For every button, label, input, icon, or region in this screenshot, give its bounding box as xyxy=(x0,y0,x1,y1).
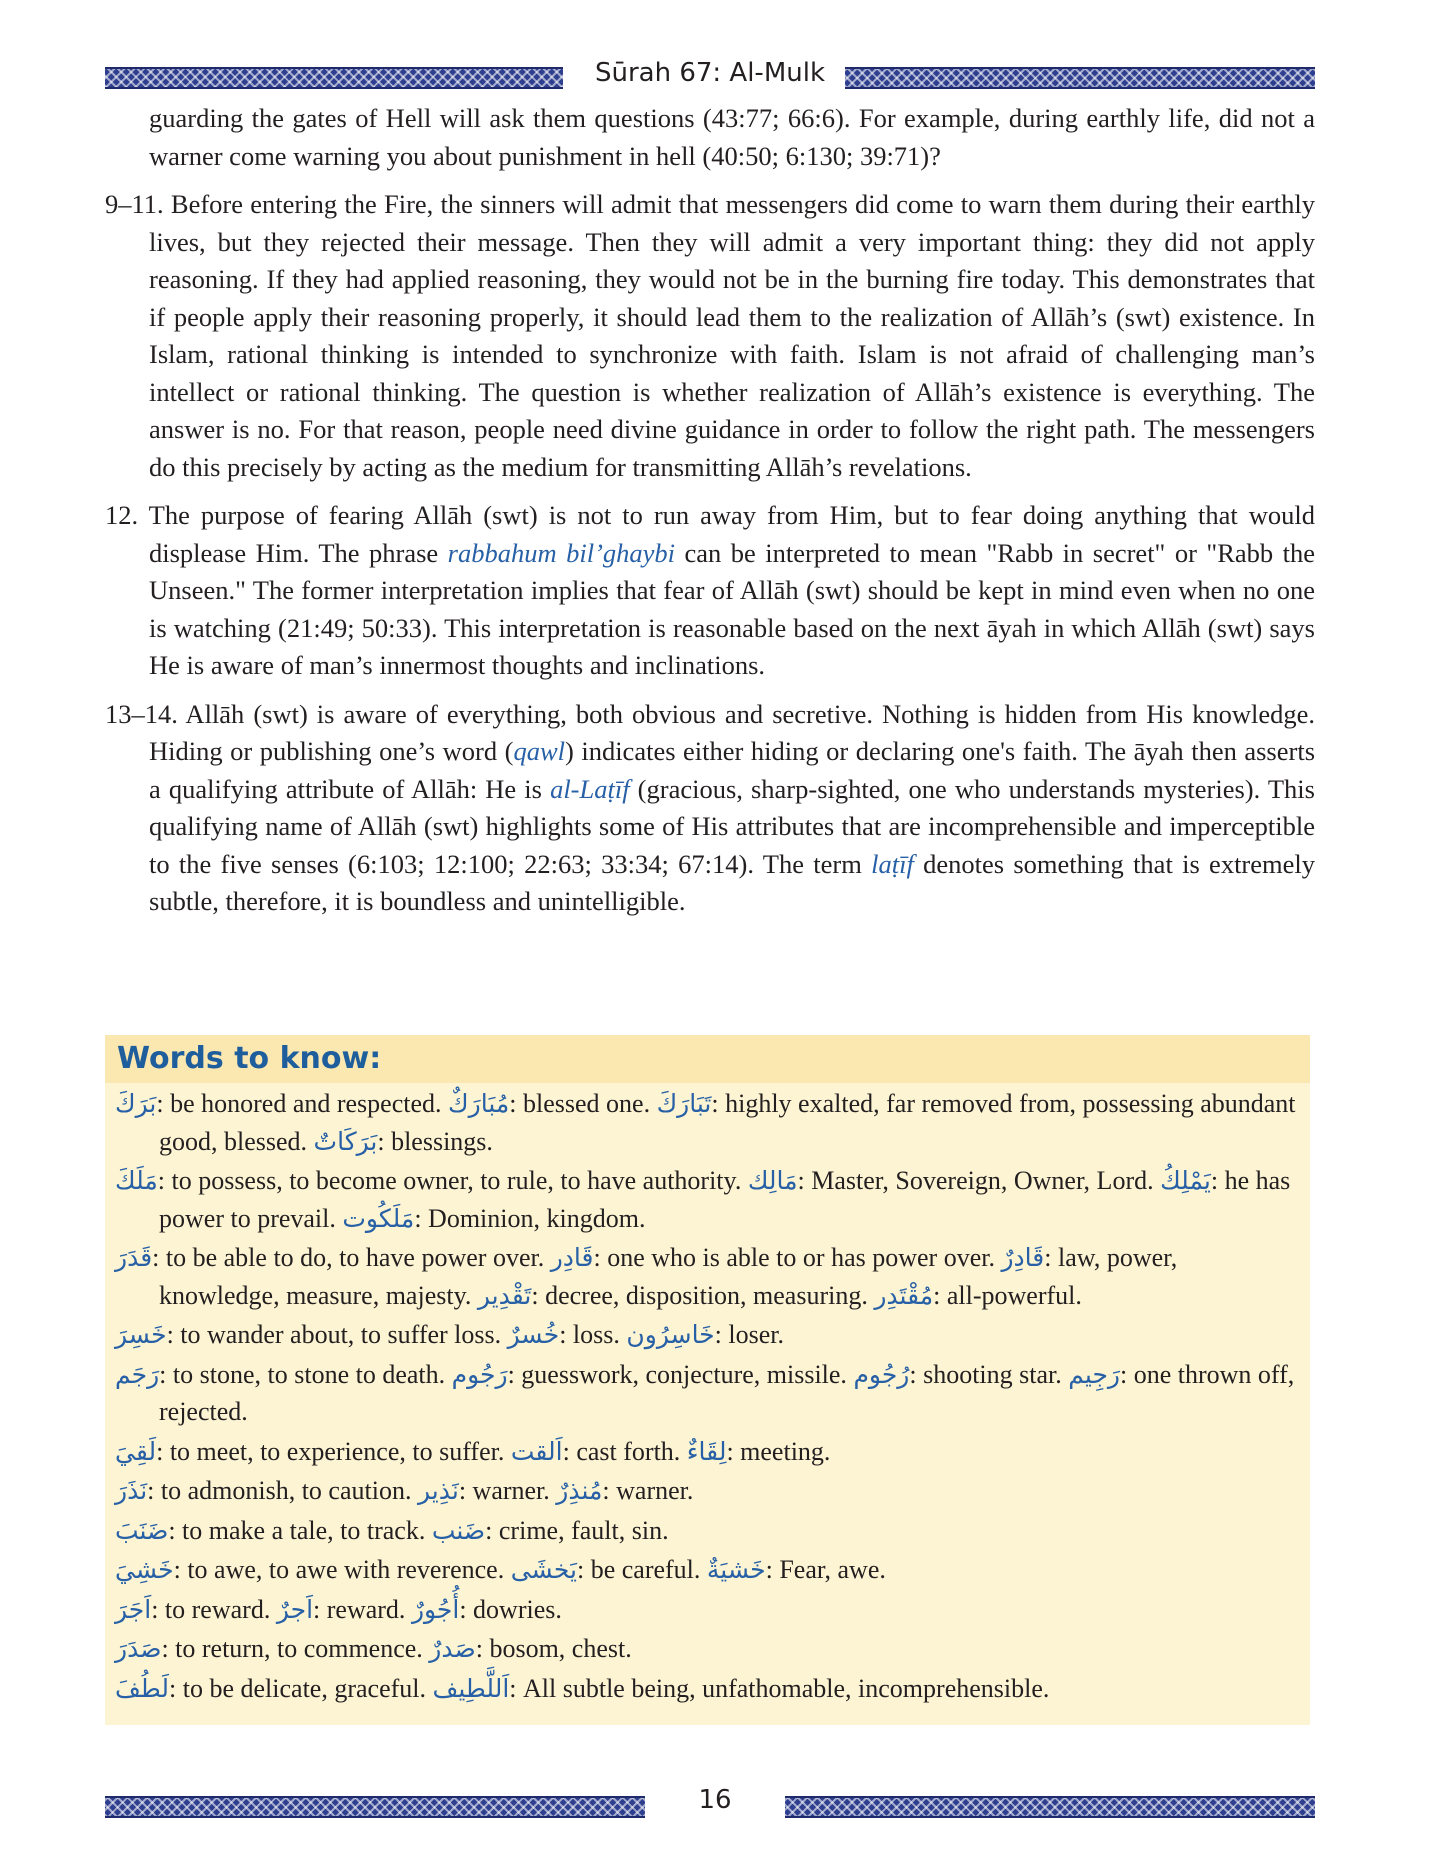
transliterated-term: qawl xyxy=(513,736,565,766)
definition-text: : to make a tale, to track. xyxy=(168,1515,432,1545)
arabic-word: قَادِر xyxy=(550,1243,594,1272)
arabic-word: بَرَكَ xyxy=(115,1089,157,1118)
definition-text: : law, power, knowledge, measure, majesty. xyxy=(159,1243,1178,1310)
words-to-know-box xyxy=(105,1035,1310,1725)
vocabulary-entry xyxy=(115,1591,1300,1629)
definition-text: : dowries. xyxy=(459,1594,562,1624)
vocabulary-entry xyxy=(115,1551,1300,1589)
arabic-word: تَبَارَكَ xyxy=(656,1089,712,1118)
definition-text: : Master, Sovereign, Owner, Lord. xyxy=(797,1166,1161,1195)
definition-text: : to wander about, to suffer loss. xyxy=(166,1320,508,1349)
arabic-word: خَشيَةٌ xyxy=(706,1555,766,1584)
paragraph-text: (gracious, sharp-sighted, one who understands mysteries). This qualifying name of Allāh (swt) highlights some of His attributes that are incomprehensible and imperceptible to the five senses (6:103; 12:100; 22:63; 33:34; 67:14). The term xyxy=(149,773,1315,879)
footer-ornament-left xyxy=(105,1796,645,1818)
arabic-word: مَالِك xyxy=(747,1166,798,1195)
definition-text: : cast forth. xyxy=(562,1436,687,1466)
arabic-word: مُنذِرٌ xyxy=(556,1476,603,1505)
definition-text: : to be delicate, graceful. xyxy=(169,1673,433,1703)
arabic-word: رَجُوم xyxy=(451,1359,508,1389)
definition-text: : blessings. xyxy=(377,1126,493,1156)
definition-text: : to reward. xyxy=(151,1594,277,1624)
paragraph-text: 12. The purpose of fearing Allāh (swt) is not to run away from Him, but to fear doing anything that would displease Him. The phrase xyxy=(105,500,1315,568)
header-ornament-left xyxy=(105,67,563,89)
definition-text: : to return, to commence. xyxy=(161,1634,430,1663)
definition-text: : to awe, to awe with reverence. xyxy=(173,1555,511,1584)
commentary-paragraph xyxy=(105,186,1315,486)
paragraph-text: 9–11. Before entering the Fire, the sinners will admit that messengers did come to warn them during their earthly lives, but they rejected their message. Then they will admit a very important thing: they did not apply reasoning. If they had applied reasoning, they would not be in the burning fire today. This demonstrates that if people apply their reasoning properly, it should lead them to the realization of Allāh’s (swt) existence. In Islam, rational thinking is intended to synchronize with faith. Islam is not afraid of challenging man’s intellect or rational thinking. The question is whether realization of Allāh’s existence is everything. The answer is no. For that reason, people need divine guidance in order to follow the right path. The messengers do this precisely by acting as the medium for transmitting Allāh’s revelations. xyxy=(105,189,1315,482)
arabic-word: رَجِيم xyxy=(1068,1359,1120,1389)
arabic-word: اَجرٌ xyxy=(276,1594,314,1624)
vocabulary-entry xyxy=(115,1472,1300,1510)
footer-ornament-right xyxy=(785,1796,1315,1818)
words-to-know-heading: Words to know: xyxy=(105,1035,1310,1083)
definition-text: : blessed one. xyxy=(509,1089,657,1118)
definition-text: : to possess, to become owner, to rule, to have authority. xyxy=(157,1166,748,1195)
definition-text: : to stone, to stone to death. xyxy=(159,1359,452,1389)
definition-text: : Dominion, kingdom. xyxy=(414,1203,646,1233)
arabic-word: مُبَارَكٌ xyxy=(448,1089,510,1118)
definition-text: : decree, disposition, measuring. xyxy=(531,1280,875,1310)
paragraph-text: can be interpreted to mean "Rabb in secret" or "Rabb the Unseen." The former interpretation implies that fear of Allāh (swt) should be kept in mind even when no one is watching (21:49; 50:33). This interpretation is reasonable based on the next āyah in which Allāh (swt) says He is aware of man’s innermost thoughts and inclinations. xyxy=(149,537,1316,680)
arabic-word: خَسِرَ xyxy=(115,1320,167,1349)
arabic-word: نَذِير xyxy=(417,1476,459,1505)
definition-text: : warner. xyxy=(458,1476,557,1505)
vocabulary-entry xyxy=(115,1162,1300,1237)
arabic-word: مَلَكُوت xyxy=(342,1203,415,1233)
definition-text: : he has power to prevail. xyxy=(159,1166,1291,1233)
paragraph-text: guarding the gates of Hell will ask them questions (43:77; 66:6). For example, during earthly life, did not a warner come warning you about punishment in hell (40:50; 6:130; 39:71)? xyxy=(149,103,1315,171)
definition-text: : guesswork, conjecture, missile. xyxy=(507,1359,854,1389)
vocabulary-entry xyxy=(115,1356,1300,1431)
vocabulary-entry xyxy=(115,1670,1300,1708)
definition-text: : crime, fault, sin. xyxy=(485,1515,669,1545)
paragraph-text: 13–14. Allāh (swt) is aware of everything, both obvious and secretive. Nothing is hidden from His knowledge. Hiding or publishing one’s word ( xyxy=(105,698,1315,766)
arabic-word: مُقْتَدِر xyxy=(874,1280,934,1310)
arabic-word: مَلَكَ xyxy=(115,1166,158,1195)
arabic-word: بَرَكَاتٌ xyxy=(313,1126,378,1156)
arabic-word: تَقْدِير xyxy=(477,1280,532,1310)
definition-text: : All subtle being, unfathomable, incomprehensible. xyxy=(509,1673,1050,1703)
definition-text: : one who is able to or has power over. xyxy=(593,1243,1002,1272)
definition-text: : to be able to do, to have power over. xyxy=(152,1243,551,1272)
transliterated-term: al-Laṭīf xyxy=(550,773,630,804)
page-title: Sūrah 67: Al-Mulk xyxy=(594,58,826,88)
vocabulary-entry xyxy=(115,1239,1300,1314)
definition-text: : to meet, to experience, to suffer. xyxy=(156,1436,511,1466)
header-ornament-right xyxy=(845,67,1315,89)
arabic-word: خَشِيَ xyxy=(115,1555,174,1584)
arabic-word: صَدَرَ xyxy=(115,1634,162,1663)
arabic-word: نَذَرَ xyxy=(115,1476,148,1505)
definition-text: : one thrown off, rejected. xyxy=(159,1359,1295,1426)
vocabulary-entry xyxy=(115,1085,1300,1160)
arabic-word: لَقِيَ xyxy=(115,1436,157,1466)
definition-text: : shooting star. xyxy=(909,1359,1069,1389)
definition-text: : loss. xyxy=(559,1320,627,1349)
arabic-word: يَخشَى xyxy=(510,1555,577,1584)
paragraph-text: denotes something that is extremely subtle, therefore, it is boundless and unintelligible. xyxy=(149,848,1316,916)
definition-text: : meeting. xyxy=(726,1436,831,1466)
definition-text: : bosom, chest. xyxy=(475,1634,632,1663)
definition-text: : be honored and respected. xyxy=(156,1089,449,1118)
vocabulary-entry xyxy=(115,1433,1300,1471)
arabic-word: يَمْلِكُ xyxy=(1160,1166,1211,1195)
page-number: 16 xyxy=(698,1785,732,1815)
definition-text: : be careful. xyxy=(576,1555,707,1584)
commentary-paragraph xyxy=(105,497,1315,685)
definition-text: : loser. xyxy=(714,1320,784,1349)
arabic-word: لِقَاءٌ xyxy=(686,1436,727,1466)
arabic-word: صَدرٌ xyxy=(429,1634,476,1663)
page-footer xyxy=(105,1785,1315,1825)
arabic-word: ضَنب xyxy=(431,1515,486,1545)
arabic-word: لَطُفَ xyxy=(115,1673,170,1703)
arabic-word: خَاسِرُون xyxy=(626,1320,715,1349)
arabic-word: اَللَّطِيف xyxy=(432,1673,510,1703)
commentary-body xyxy=(105,100,1315,932)
vocabulary-entry xyxy=(115,1316,1300,1354)
arabic-word: خُسرٌ xyxy=(507,1320,560,1349)
commentary-paragraph xyxy=(105,100,1315,175)
definition-text: : reward. xyxy=(313,1594,412,1624)
vocabulary-entry xyxy=(115,1512,1300,1550)
arabic-word: اَجَرَ xyxy=(115,1594,152,1624)
definition-text: : highly exalted, far removed from, possessing abundant good, blessed. xyxy=(159,1089,1296,1156)
vocabulary-entry xyxy=(115,1630,1300,1668)
paragraph-text: ) indicates either hiding or declaring one's faith. The āyah then asserts a qualifying attribute of Allāh: He is xyxy=(149,736,1316,804)
arabic-word: ضَنَبَ xyxy=(115,1515,169,1545)
arabic-word: أُجُورٌ xyxy=(411,1594,460,1624)
vocabulary-list xyxy=(105,1083,1310,1707)
arabic-word: قَدَرَ xyxy=(115,1243,153,1272)
arabic-word: رُجُوم xyxy=(853,1359,910,1389)
transliterated-term: rabbahum bil’ghaybi xyxy=(447,537,676,568)
definition-text: : warner. xyxy=(602,1476,694,1505)
definition-text: : Fear, awe. xyxy=(765,1555,886,1584)
page-header xyxy=(105,56,1315,96)
transliterated-term: laṭīf xyxy=(871,848,914,879)
commentary-paragraph xyxy=(105,696,1315,921)
arabic-word: اَلقت xyxy=(510,1436,563,1466)
definition-text: : all-powerful. xyxy=(933,1280,1082,1310)
definition-text: : to admonish, to caution. xyxy=(147,1476,418,1505)
arabic-word: رَجَم xyxy=(115,1359,160,1389)
arabic-word: قَادِرٌ xyxy=(1001,1243,1045,1272)
